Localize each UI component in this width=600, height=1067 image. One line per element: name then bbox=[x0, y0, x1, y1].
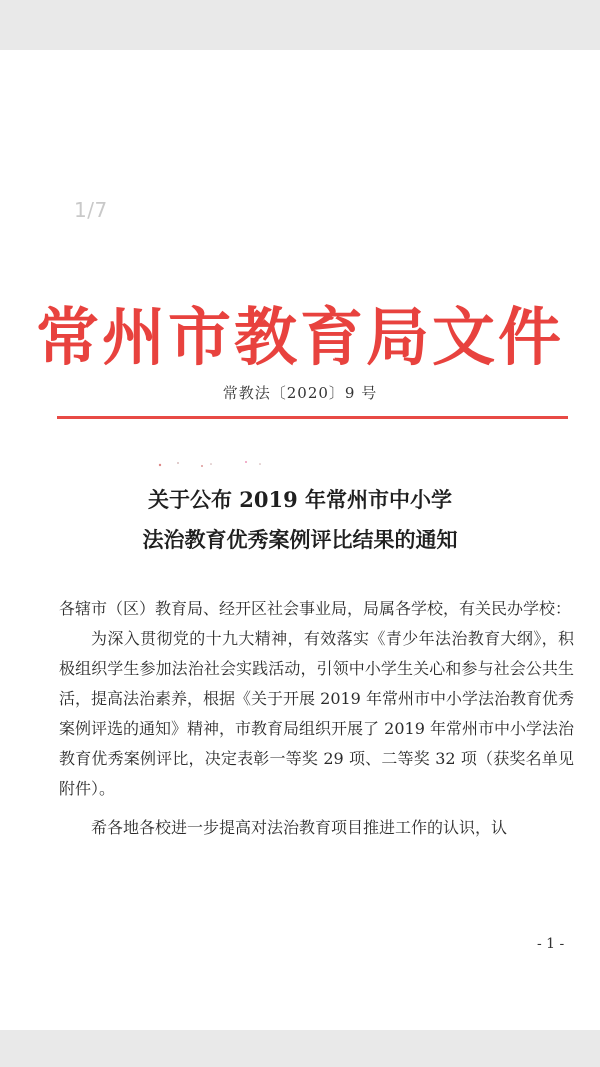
paragraph-1: 为深入贯彻党的十九大精神，有效落实《青少年法治教育大纲》，积极组织学生参加法治社会实践活动，引领中小学生关心和参与社会公共生活，提高法治素养，根据《关于开展 2019 年常州市中小学法治教育优秀案例评选的通知》精神，市教育局组织开展了 2019 年常州市中小学法治教育优秀案例评比，决定表彰一等奖 29 项、二等奖 32 项（获奖名单见附件）。 bbox=[59, 629, 574, 798]
document-number: 常教法〔2020〕9 号 bbox=[222, 384, 378, 402]
salutation: 各辖市（区）教育局、经开区社会事业局，局属各学校，有关民办学校： bbox=[59, 599, 572, 618]
paragraph-2: 希各地各校进一步提高对法治教育项目推进工作的认识，认 bbox=[91, 818, 508, 837]
scan-noise bbox=[150, 458, 290, 472]
page-number: - 1 - bbox=[537, 936, 565, 952]
notice-title-line-2: 法治教育优秀案例评比结果的通知 bbox=[142, 527, 458, 552]
notice-title-line-1: 关于公布 2019 年常州市中小学 bbox=[147, 487, 453, 512]
document-header: 常州市教育局文件 bbox=[36, 300, 564, 374]
red-divider-rule bbox=[57, 416, 568, 419]
body-text bbox=[59, 594, 574, 843]
page-counter: 1/7 bbox=[74, 198, 108, 222]
notice-title bbox=[0, 480, 600, 560]
